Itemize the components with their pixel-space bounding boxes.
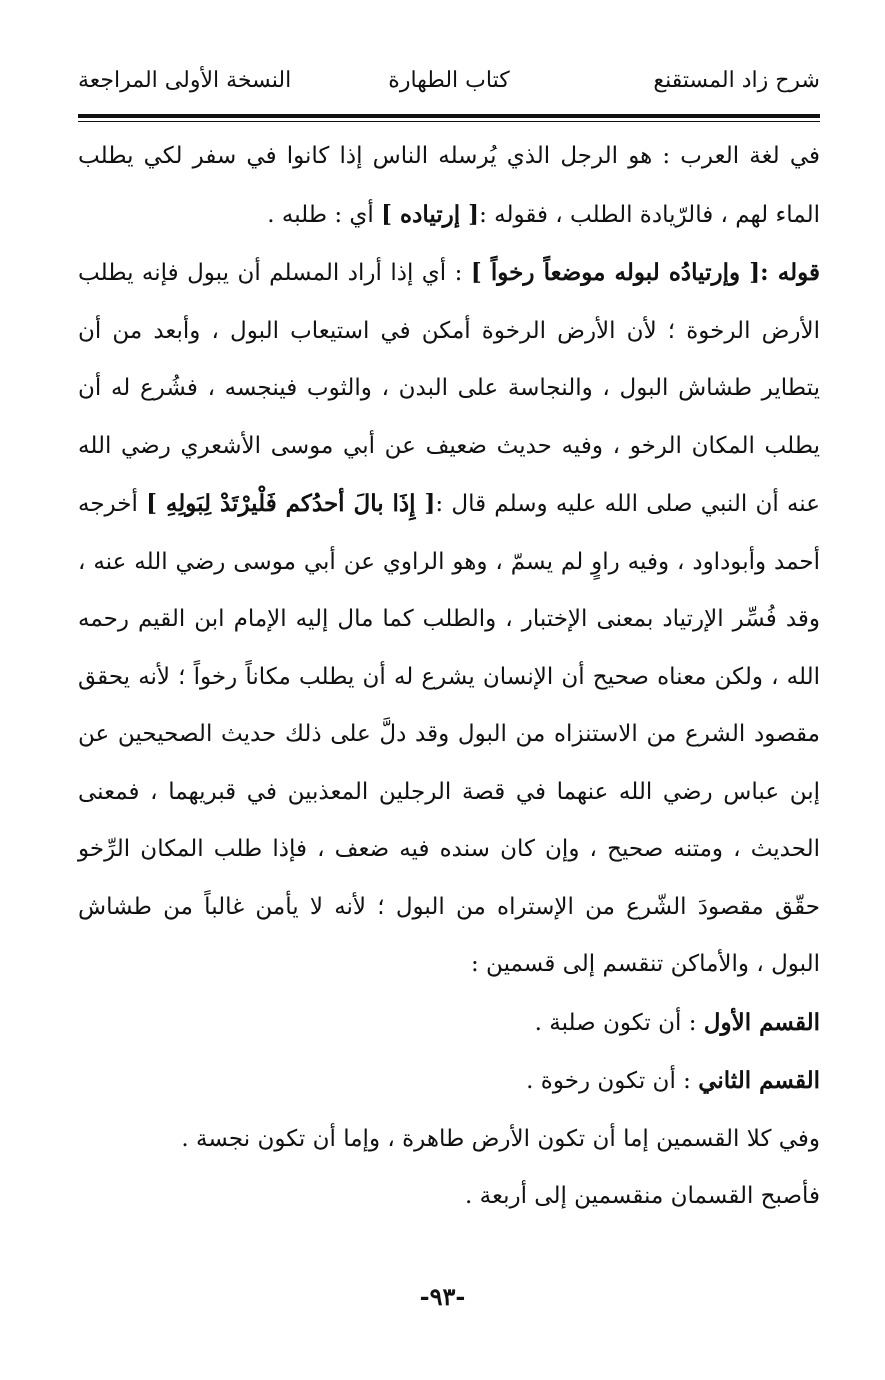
definition-tail: أي : طلبه . — [267, 201, 382, 228]
page-body — [78, 128, 820, 1226]
definition-text: في لغة العرب : هو الرجل الذي يُرسله الناس إذا كانوا في سفر لكي يطلب الماء لهم ، فالرّيادة الطلب ، فقوله : — [78, 143, 820, 228]
section-second-text: : أن تكون رخوة . — [526, 1068, 699, 1094]
hadith-quote: [ إِذَا بالَ أحدُكم فَلْيرْتَدْ لِبَولِهِ ] — [146, 490, 436, 517]
section-first-text: : أن تكون صلبة . — [534, 1009, 704, 1036]
quoted-matn: قوله :[ وإرتيادُه لبوله موضعاً رخواً ] — [470, 259, 820, 286]
paragraph-four-divisions: فأصبح القسمان منقسمين إلى أربعة . — [465, 1183, 820, 1209]
page-number: -٩٣- — [419, 1282, 466, 1311]
section-first-title: القسم الأول — [703, 1008, 820, 1036]
header-rule-thin — [78, 121, 820, 122]
header-chapter-title: كتاب الطهارة — [388, 68, 510, 93]
header-rule-thick — [78, 114, 820, 118]
section-second — [78, 1052, 820, 1111]
commentary-continuation: أخرجه أحمد وأبوداود ، وفيه راوٍ لم يسمّ ، وهو الراوي عن أبي موسى رضي الله عنه ، وقد فُسِّر الإرتياد بمعنى الإختبار ، والطلب كما مال إليه الإمام ابن القيم رحمه الله ، ولكن معناه صحيح أن الإنسان يشرع له أن يطلب مكاناً رخواً ؛ لأنه يحقق مقصود الشرع من الاستنزاه من البول وقد دلَّ على ذلك حديث الصحيحين عن إبن عباس رضي الله عنهما في قصة الرجلين المعذبين في قبريهما ، فمعنى الحديث ، ومتنه صحيح ، وإن كان سنده فيه ضعف ، فإذا طلب المكان الرِّخو حقّق مقصودَ الشّرع من الإستراه من البول ؛ لأنه لا يأمن غالباً من طشاش البول ، والأماكن تنقسم إلى قسمين : — [78, 491, 820, 977]
paragraph-commentary — [78, 244, 820, 994]
header-book-title: شرح زاد المستقنع — [653, 68, 820, 93]
commentary-text: : أي إذا أراد المسلم أن يبول فإنه يطلب الأرض الرخوة ؛ لأن الأرض الرخوة أمكن في استيعاب البول ، وأبعد من أن يتطاير طشاش البول ، والنجاسة على البدن ، والثوب فينجسه ، فشُرع له أن يطلب المكان الرخو ، وفيه حديث ضعيف عن أبي موسى الأشعري رضي الله عنه أن النبي صلى الله عليه وسلم قال : — [78, 260, 820, 517]
paragraph-both-sections: وفي كلا القسمين إما أن تكون الأرض طاهرة ، وإما أن تكون نجسة . — [181, 1125, 820, 1152]
header-edition-note: النسخة الأولى المراجعة — [78, 68, 292, 93]
page-header — [78, 60, 820, 110]
term-irtiyad: [ إرتياده ] — [381, 200, 480, 228]
section-second-title: القسم الثاني — [698, 1067, 820, 1094]
paragraph-definition — [78, 128, 820, 244]
section-first — [78, 994, 820, 1053]
